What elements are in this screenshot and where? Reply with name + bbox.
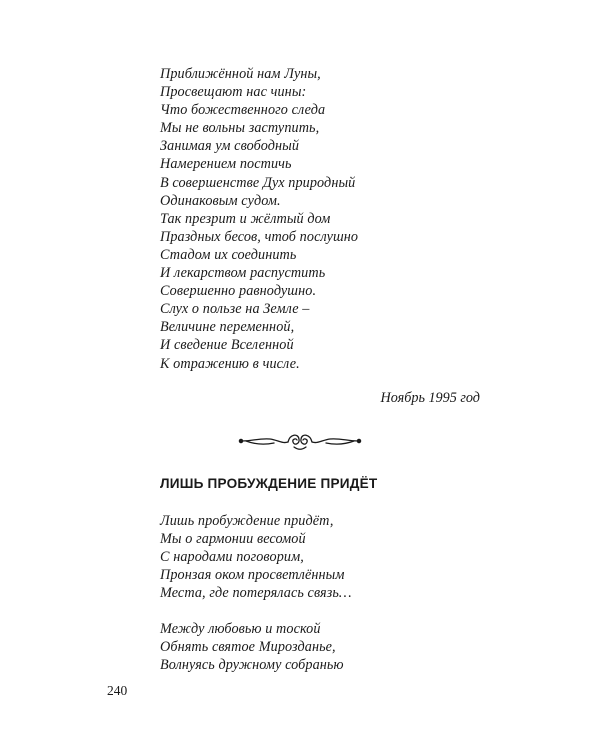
poem-stanza-1	[160, 512, 352, 602]
verse-line: Что божественного следа	[160, 102, 326, 119]
flourish-divider-icon	[238, 428, 362, 454]
verse-line: Мы не вольны заступить,	[160, 120, 320, 137]
verse-line: Приближённой нам Луны,	[160, 66, 321, 82]
verse-line: И сведение Вселенной	[160, 337, 294, 354]
verse-line: И лекарством распустить	[160, 265, 326, 282]
poem-title: ЛИШЬ ПРОБУЖДЕНИЕ ПРИДЁТ	[160, 476, 378, 491]
poem-stanza-2	[160, 620, 344, 674]
verse-line: Пронзая оком просветлённым	[160, 567, 345, 584]
page-number: 240	[107, 683, 128, 698]
verse-line: С народами поговорим,	[160, 549, 304, 566]
verse-line: Обнять святое Мирозданье,	[160, 639, 336, 656]
verse-line: Занимая ум свободный	[160, 138, 300, 155]
verse-line: К отражению в числе.	[160, 355, 300, 372]
verse-line: Праздных бесов, чтоб послушно	[160, 228, 359, 245]
verse-line: В совершенстве Дух природный	[160, 174, 356, 191]
verse-line: Совершенно равнодушно.	[160, 283, 317, 300]
verse-line: Намерением постичь	[160, 156, 292, 173]
verse-line: Одинаковым судом.	[160, 192, 281, 209]
verse-line: Места, где потерялась связь…	[160, 585, 352, 602]
verse-line: Стадом их соединить	[160, 246, 297, 263]
verse-line: Между любовью и тоской	[160, 621, 321, 637]
poem-continued-stanza	[160, 65, 358, 373]
verse-line: Волнуясь дружному собранью	[160, 657, 344, 674]
verse-line: Мы о гармонии весомой	[160, 531, 306, 548]
verse-line: Так презрит и жёлтый дом	[160, 210, 331, 227]
verse-line: Величине переменной,	[160, 319, 295, 336]
verse-line: Просвещают нас чины:	[160, 84, 307, 101]
verse-line: Слух о пользе на Земле –	[160, 301, 310, 318]
verse-line: Лишь пробуждение придёт,	[160, 513, 334, 529]
poem-date: Ноябрь 1995 год	[380, 390, 480, 406]
